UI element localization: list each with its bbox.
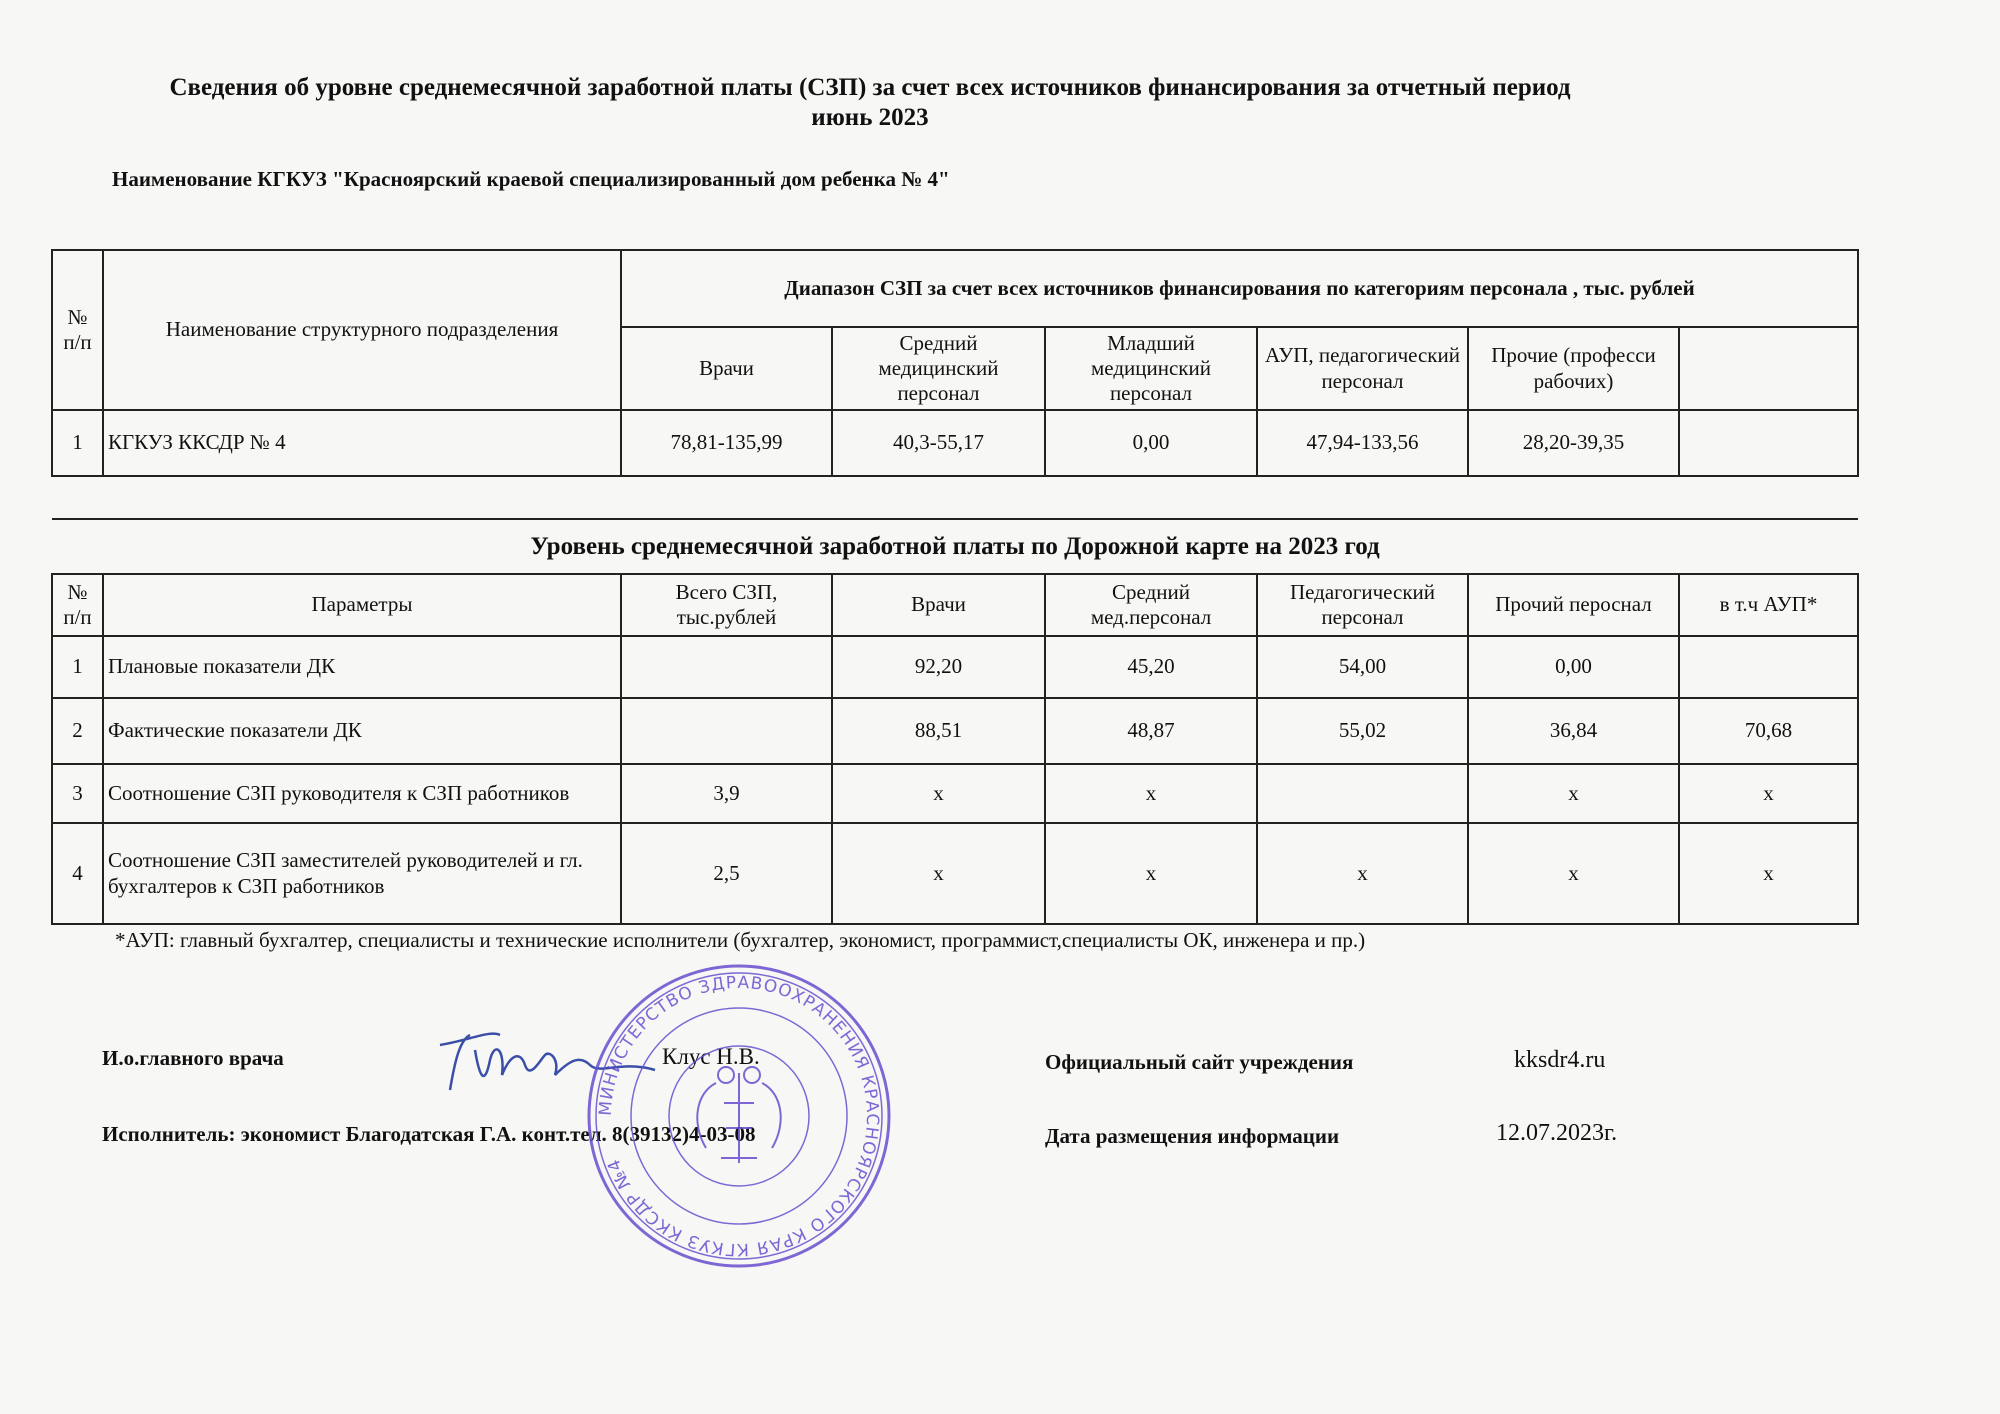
roadmap-salary-table xyxy=(51,518,1859,925)
row-name: Плановые показатели ДК xyxy=(103,636,621,698)
cell: x xyxy=(1468,823,1679,924)
cell: x xyxy=(1679,823,1858,924)
cell xyxy=(1257,764,1468,823)
table-row xyxy=(52,764,1858,823)
cell: 45,20 xyxy=(1045,636,1257,698)
cell: 3,9 xyxy=(621,764,832,823)
header-name: Наименование структурного подразделения xyxy=(103,250,621,410)
row-name: Фактические показатели ДК xyxy=(103,698,621,764)
site-label: Официальный сайт учреждения xyxy=(1045,1050,1354,1074)
header-sub: Прочие (професси рабочих) xyxy=(1468,327,1679,410)
date-label: Дата размещения информации xyxy=(1045,1124,1340,1148)
table-title: Уровень среднемесячной заработной платы по Дорожной карте на 2023 год xyxy=(52,519,1858,574)
report-period: июнь 2023 xyxy=(811,104,929,131)
head-label: И.о.главного врача xyxy=(102,1046,284,1070)
cell: 48,87 xyxy=(1045,698,1257,764)
header-cell: Параметры xyxy=(103,574,621,636)
cell: x xyxy=(1679,764,1858,823)
executor: Исполнитель: экономист Благодатская Г.А. конт.тел. 8(39132)4-03-08 xyxy=(102,1122,756,1146)
cell: 92,20 xyxy=(832,636,1045,698)
cell: 47,94-133,56 xyxy=(1257,410,1468,476)
cell: 40,3-55,17 xyxy=(832,410,1045,476)
cell xyxy=(1679,636,1858,698)
table-row xyxy=(52,823,1858,924)
header-num: № п/п xyxy=(52,250,103,410)
site-value: kksdr4.ru xyxy=(1514,1047,1606,1073)
cell xyxy=(621,636,832,698)
header-group: Диапазон СЗП за счет всех источников финансирования по категориям персонала , тыс. рублей xyxy=(621,250,1858,327)
header-sub: Средний медицинский персонал xyxy=(832,327,1045,410)
cell: 0,00 xyxy=(1468,636,1679,698)
official-stamp xyxy=(586,963,892,1269)
footnote: *АУП: главный бухгалтер, специалисты и технические исполнители (бухгалтер, экономист, программист,специалисты ОК, инженера и пр.) xyxy=(115,928,1366,952)
cell: 36,84 xyxy=(1468,698,1679,764)
head-name: Клус Н.В. xyxy=(662,1044,760,1069)
cell: 28,20-39,35 xyxy=(1468,410,1679,476)
cell xyxy=(1679,410,1858,476)
header-cell: Педагогический персонал xyxy=(1257,574,1468,636)
header-cell: № п/п xyxy=(52,574,103,636)
cell: 78,81-135,99 xyxy=(621,410,832,476)
header-sub: Врачи xyxy=(621,327,832,410)
cell: 54,00 xyxy=(1257,636,1468,698)
row-num: 1 xyxy=(52,410,103,476)
table-row xyxy=(52,698,1858,764)
cell: 70,68 xyxy=(1679,698,1858,764)
cell: x xyxy=(1045,823,1257,924)
header-sub: Младший медицинский персонал xyxy=(1045,327,1257,410)
cell: x xyxy=(832,764,1045,823)
row-num: 3 xyxy=(52,764,103,823)
row-name: КГКУЗ ККСДР № 4 xyxy=(103,410,621,476)
cell: 55,02 xyxy=(1257,698,1468,764)
date-value: 12.07.2023г. xyxy=(1496,1120,1618,1146)
row-num: 4 xyxy=(52,823,103,924)
stamp-text: МИНИСТЕРСТВО ЗДРАВООХРАНЕНИЯ КРАСНОЯРСКОГО КРАЯ КГКУЗ ККСДР №4 xyxy=(595,972,883,1260)
document-title: Сведения об уровне среднемесячной заработной платы (СЗП) за счет всех источников финансирования за отчетный период xyxy=(169,74,1571,101)
row-num: 2 xyxy=(52,698,103,764)
cell: 2,5 xyxy=(621,823,832,924)
cell: x xyxy=(832,823,1045,924)
header-cell: Прочий пероснал xyxy=(1468,574,1679,636)
row-num: 1 xyxy=(52,636,103,698)
header-cell: Средний мед.персонал xyxy=(1045,574,1257,636)
header-sub xyxy=(1679,327,1858,410)
row-name: Соотношение СЗП заместителей руководителей и гл. бухгалтеров к СЗП работников xyxy=(103,823,621,924)
cell: x xyxy=(1257,823,1468,924)
header-cell: Всего СЗП, тыс.рублей xyxy=(621,574,832,636)
cell: x xyxy=(1045,764,1257,823)
header-sub: АУП, педагогический персонал xyxy=(1257,327,1468,410)
cell xyxy=(621,698,832,764)
table-row xyxy=(52,636,1858,698)
organization-name: Наименование КГКУЗ "Красноярский краевой специализированный дом ребенка № 4" xyxy=(112,167,950,191)
row-name: Соотношение СЗП руководителя к СЗП работников xyxy=(103,764,621,823)
salary-range-table xyxy=(51,249,1859,477)
cell: 0,00 xyxy=(1045,410,1257,476)
cell: x xyxy=(1468,764,1679,823)
header-cell: в т.ч АУП* xyxy=(1679,574,1858,636)
header-cell: Врачи xyxy=(832,574,1045,636)
table-row xyxy=(52,410,1858,476)
cell: 88,51 xyxy=(832,698,1045,764)
eagle-emblem-icon xyxy=(697,1067,780,1163)
